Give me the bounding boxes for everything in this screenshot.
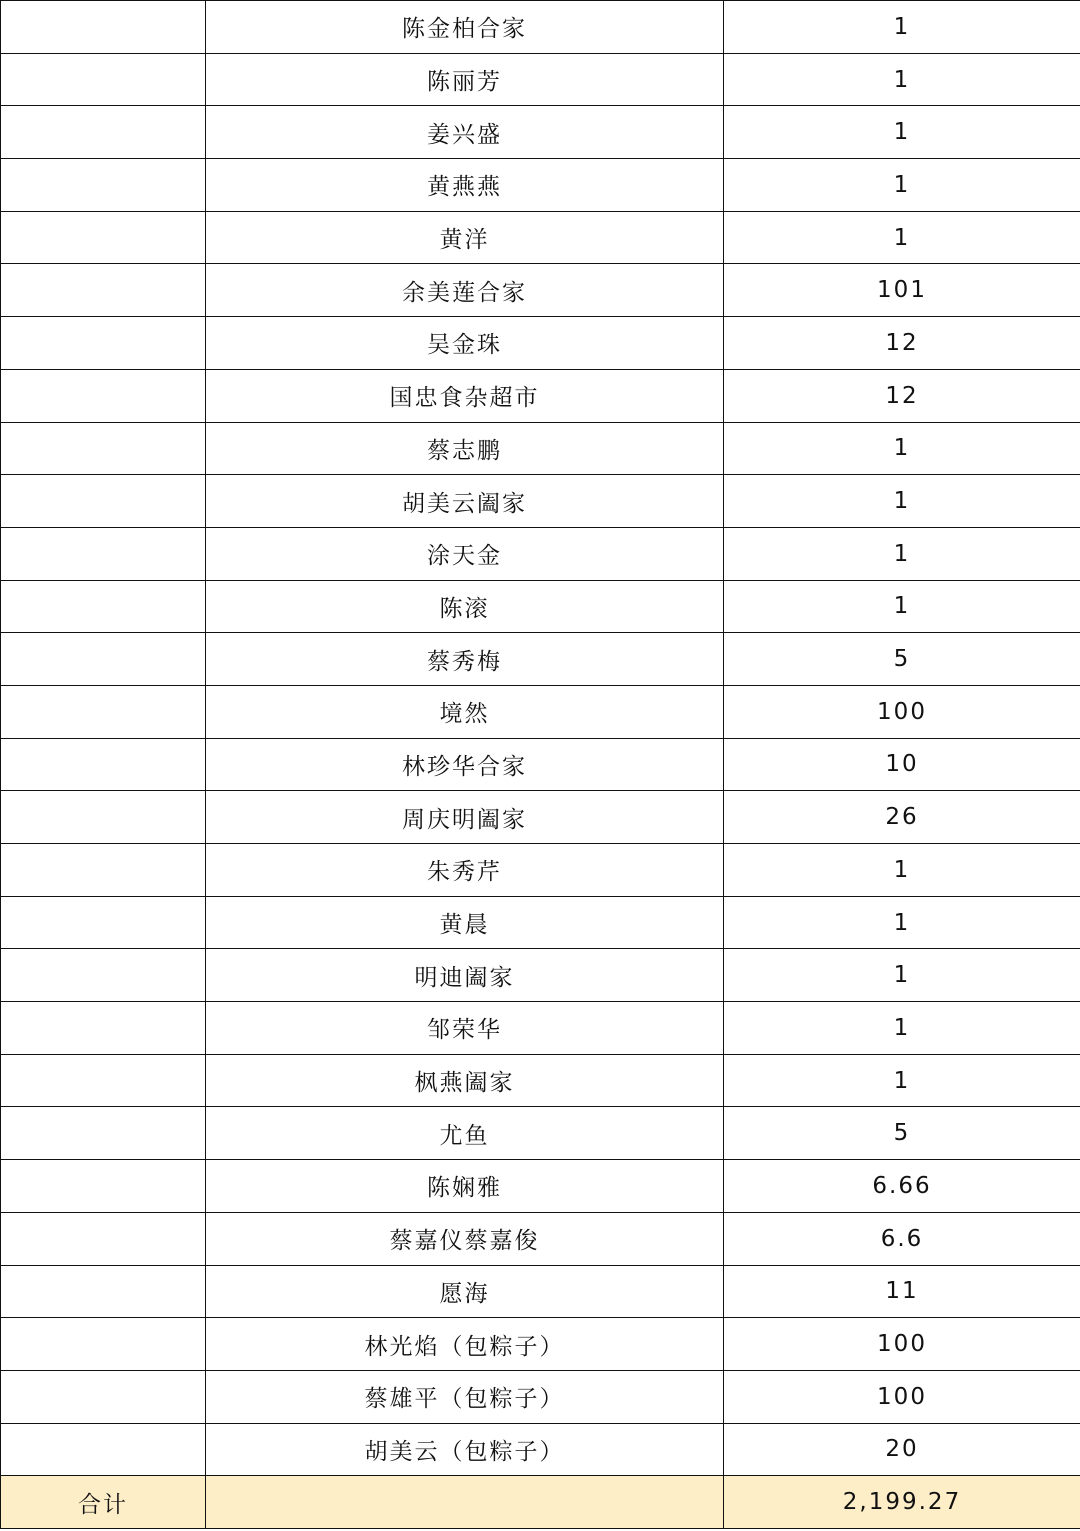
empty-cell xyxy=(1,422,206,475)
table-row xyxy=(1,264,1080,317)
donation-amount: 26 xyxy=(724,791,1080,844)
empty-cell xyxy=(1,1370,206,1423)
donor-name: 吴金珠 xyxy=(206,317,724,370)
table-row xyxy=(1,211,1080,264)
table-row xyxy=(1,317,1080,370)
donation-amount: 1 xyxy=(724,949,1080,1002)
donor-name: 胡美云（包粽子） xyxy=(206,1423,724,1476)
donor-name: 蔡嘉仪蔡嘉俊 xyxy=(206,1212,724,1265)
empty-cell xyxy=(1,159,206,212)
donation-amount: 12 xyxy=(724,317,1080,370)
donation-amount: 1 xyxy=(724,159,1080,212)
donation-amount: 6.66 xyxy=(724,1160,1080,1213)
empty-cell xyxy=(1,1423,206,1476)
donor-name: 周庆明阖家 xyxy=(206,791,724,844)
empty-cell xyxy=(1,1318,206,1371)
donor-name: 愿海 xyxy=(206,1265,724,1318)
table-row xyxy=(1,1423,1080,1476)
donation-amount: 11 xyxy=(724,1265,1080,1318)
table-row xyxy=(1,1054,1080,1107)
donor-name: 林光焰（包粽子） xyxy=(206,1318,724,1371)
donation-amount: 1 xyxy=(724,844,1080,897)
table-row xyxy=(1,159,1080,212)
donor-name: 境然 xyxy=(206,685,724,738)
empty-cell xyxy=(1,896,206,949)
donor-name: 蔡雄平（包粽子） xyxy=(206,1370,724,1423)
table-row xyxy=(1,1002,1080,1055)
donation-amount: 101 xyxy=(724,264,1080,317)
empty-cell xyxy=(1,1054,206,1107)
donor-name: 陈滚 xyxy=(206,580,724,633)
empty-cell xyxy=(1,1160,206,1213)
empty-cell xyxy=(1,633,206,686)
donor-name: 余美莲合家 xyxy=(206,264,724,317)
table-row xyxy=(1,53,1080,106)
empty-cell xyxy=(1,475,206,528)
table-row xyxy=(1,1107,1080,1160)
donor-name: 蔡秀梅 xyxy=(206,633,724,686)
donation-amount: 1 xyxy=(724,1054,1080,1107)
total-label: 合计 xyxy=(1,1476,206,1529)
table-row xyxy=(1,369,1080,422)
empty-cell xyxy=(1,844,206,897)
total-amount: 2,199.27 xyxy=(724,1476,1080,1529)
total-empty-cell xyxy=(206,1476,724,1529)
donation-amount: 20 xyxy=(724,1423,1080,1476)
donor-name: 姜兴盛 xyxy=(206,106,724,159)
table-row xyxy=(1,685,1080,738)
table-row xyxy=(1,1,1080,54)
table-row xyxy=(1,580,1080,633)
donor-name: 蔡志鹏 xyxy=(206,422,724,475)
donor-name: 尤鱼 xyxy=(206,1107,724,1160)
empty-cell xyxy=(1,580,206,633)
empty-cell xyxy=(1,211,206,264)
donation-amount: 12 xyxy=(724,369,1080,422)
table-row xyxy=(1,896,1080,949)
donor-name: 国忠食杂超市 xyxy=(206,369,724,422)
table-row xyxy=(1,949,1080,1002)
table-row xyxy=(1,791,1080,844)
table-row xyxy=(1,738,1080,791)
donation-amount: 1 xyxy=(724,580,1080,633)
donor-name: 陈娴雅 xyxy=(206,1160,724,1213)
donation-amount: 10 xyxy=(724,738,1080,791)
donor-name: 黄燕燕 xyxy=(206,159,724,212)
empty-cell xyxy=(1,106,206,159)
table-row xyxy=(1,106,1080,159)
total-row xyxy=(1,1476,1080,1529)
donor-name: 陈丽芳 xyxy=(206,53,724,106)
donation-rows xyxy=(1,1,1080,1476)
donation-amount: 1 xyxy=(724,1002,1080,1055)
empty-cell xyxy=(1,527,206,580)
table-row xyxy=(1,1265,1080,1318)
donation-amount: 100 xyxy=(724,1370,1080,1423)
table-row xyxy=(1,633,1080,686)
table-row xyxy=(1,475,1080,528)
table-row xyxy=(1,1212,1080,1265)
empty-cell xyxy=(1,791,206,844)
donation-amount: 5 xyxy=(724,1107,1080,1160)
donor-name: 黄晨 xyxy=(206,896,724,949)
table-row xyxy=(1,844,1080,897)
empty-cell xyxy=(1,1265,206,1318)
donor-name: 明迪阖家 xyxy=(206,949,724,1002)
table-row xyxy=(1,1318,1080,1371)
donor-name: 朱秀芹 xyxy=(206,844,724,897)
table-row xyxy=(1,1370,1080,1423)
table-row xyxy=(1,527,1080,580)
donation-amount: 100 xyxy=(724,685,1080,738)
donor-name: 林珍华合家 xyxy=(206,738,724,791)
donor-name: 陈金柏合家 xyxy=(206,1,724,54)
donor-name: 胡美云阖家 xyxy=(206,475,724,528)
donation-amount: 1 xyxy=(724,896,1080,949)
donation-amount: 1 xyxy=(724,53,1080,106)
empty-cell xyxy=(1,1002,206,1055)
donation-amount: 1 xyxy=(724,1,1080,54)
empty-cell xyxy=(1,738,206,791)
empty-cell xyxy=(1,369,206,422)
donation-amount: 1 xyxy=(724,527,1080,580)
donation-amount: 1 xyxy=(724,106,1080,159)
donation-amount: 1 xyxy=(724,475,1080,528)
table-row xyxy=(1,1160,1080,1213)
donation-amount: 5 xyxy=(724,633,1080,686)
empty-cell xyxy=(1,1212,206,1265)
empty-cell xyxy=(1,317,206,370)
donor-name: 邹荣华 xyxy=(206,1002,724,1055)
donation-amount: 1 xyxy=(724,422,1080,475)
empty-cell xyxy=(1,264,206,317)
donation-amount: 6.6 xyxy=(724,1212,1080,1265)
donation-amount: 1 xyxy=(724,211,1080,264)
table-row xyxy=(1,422,1080,475)
donor-name: 枫燕阖家 xyxy=(206,1054,724,1107)
empty-cell xyxy=(1,949,206,1002)
donor-name: 涂天金 xyxy=(206,527,724,580)
empty-cell xyxy=(1,685,206,738)
empty-cell xyxy=(1,1107,206,1160)
empty-cell xyxy=(1,53,206,106)
donor-name: 黄洋 xyxy=(206,211,724,264)
donation-amount: 100 xyxy=(724,1318,1080,1371)
empty-cell xyxy=(1,1,206,54)
